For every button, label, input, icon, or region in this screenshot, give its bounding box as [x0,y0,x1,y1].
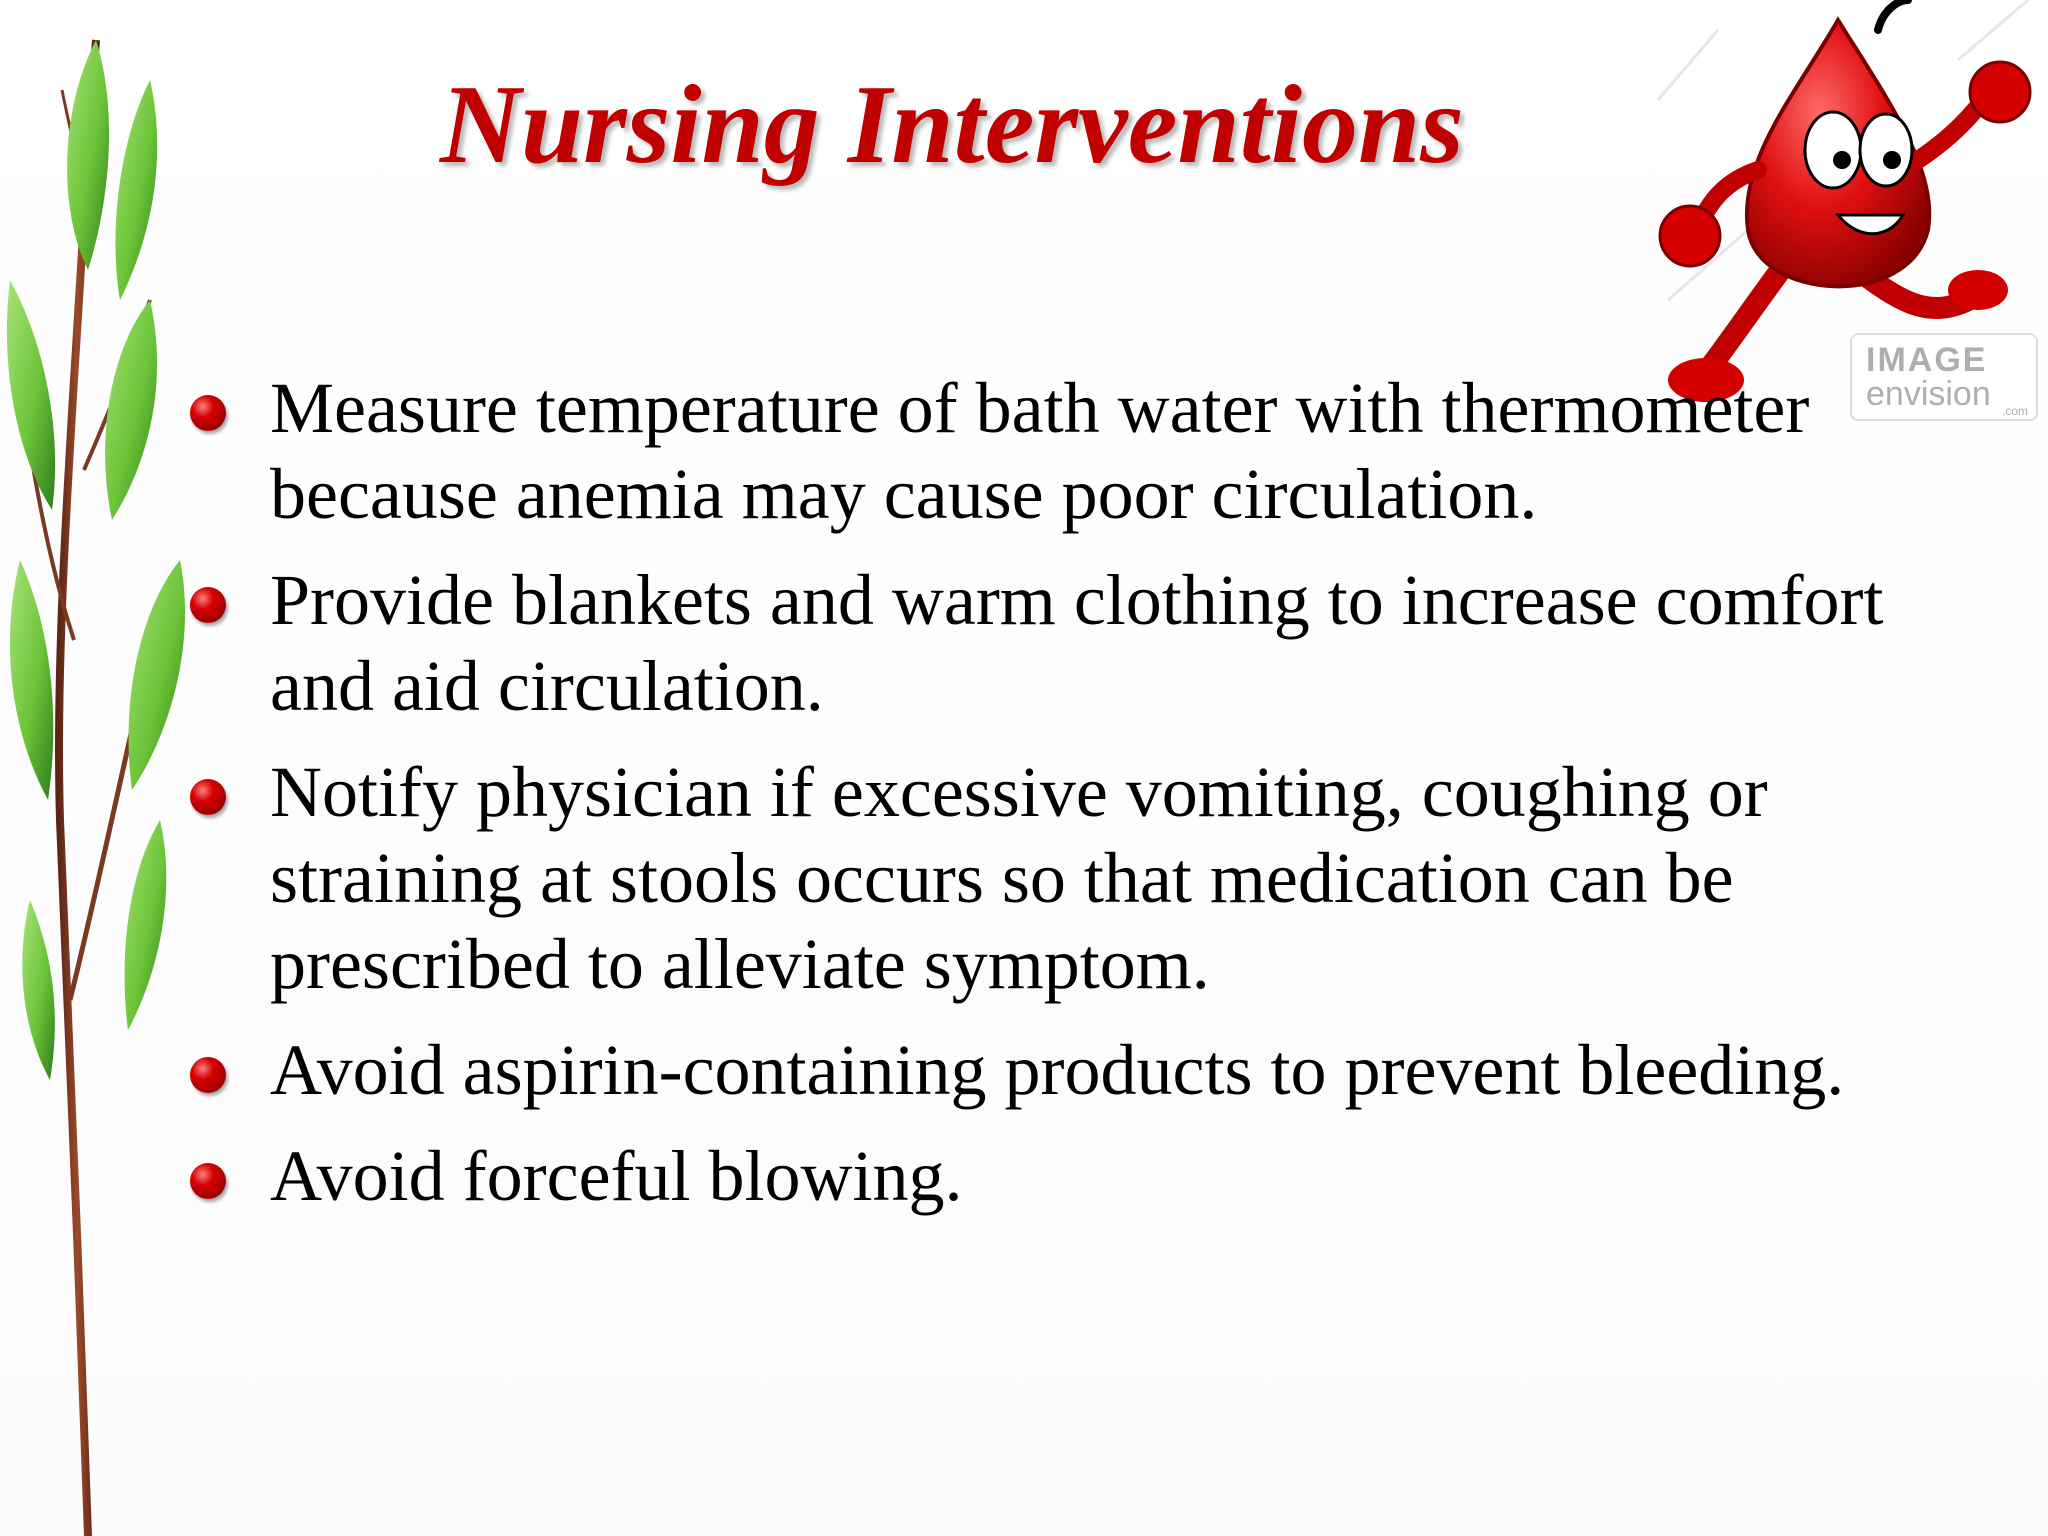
watermark-line-1: IMAGE [1866,341,1988,379]
bullet-dot-icon [190,1057,226,1093]
bullet-text: Avoid aspirin-containing products to prevent bleeding. [270,1030,1845,1110]
bullet-item [190,1133,1990,1219]
bullet-text: Measure temperature of bath water with thermometer because anemia may cause poor circulation. [270,368,1810,534]
bullet-item [190,365,1990,537]
bullet-item [190,1027,1990,1113]
watermark-suffix: .com [2001,404,2028,418]
bullet-dot-icon [190,395,226,431]
bullet-dot-icon [190,587,226,623]
bullet-item [190,557,1990,729]
watermark-line-2: envision [1866,375,1991,413]
bullet-dot-icon [190,779,226,815]
bullet-dot-icon [190,1163,226,1199]
slide-title: Nursing Interventions [440,63,1464,187]
bullet-text: Notify physician if excessive vomiting, coughing or straining at stools occurs so that medication can be prescribed to alleviate symptom. [270,752,1768,1004]
bullet-list [190,365,1990,1239]
bullet-text: Avoid forceful blowing. [270,1136,963,1216]
bullet-text: Provide blankets and warm clothing to increase comfort and aid circulation. [270,560,1884,726]
bullet-item [190,749,1990,1007]
